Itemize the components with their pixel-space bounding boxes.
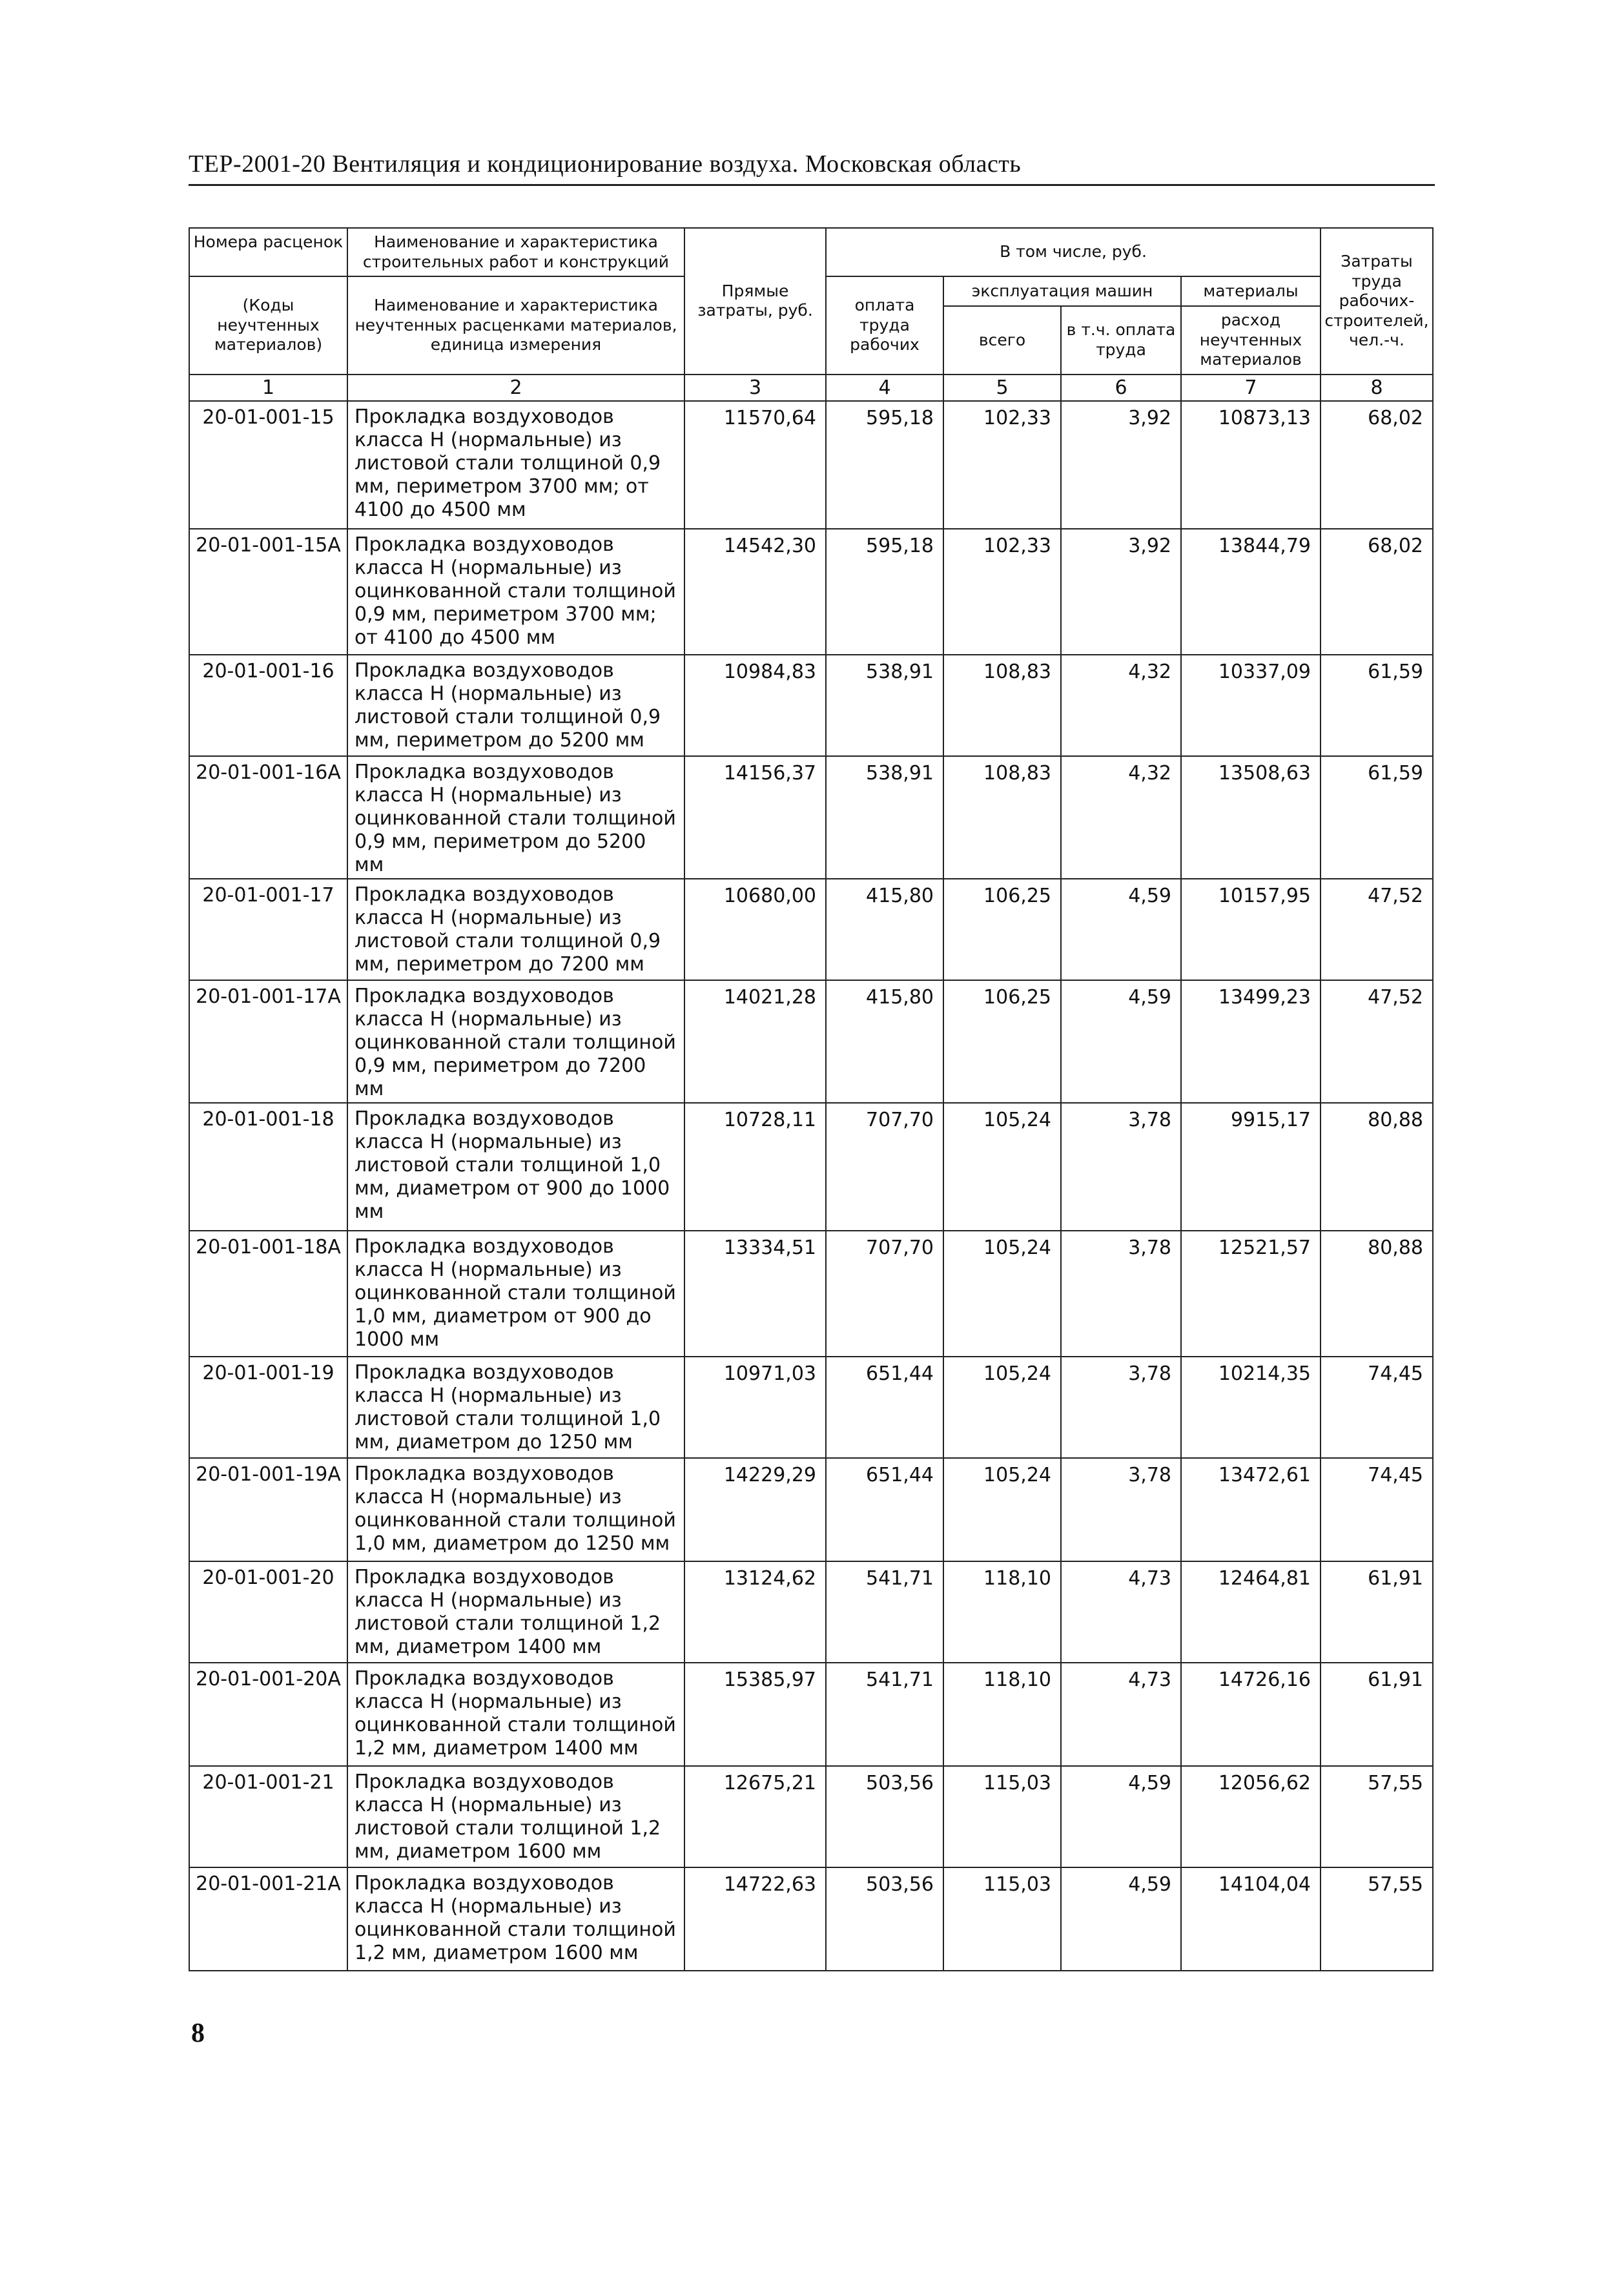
rate-code-cell: 20-01-001-16А	[189, 756, 347, 879]
machines-labor-cell: 3,78	[1061, 1458, 1181, 1561]
materials-cell: 10214,35	[1181, 1357, 1321, 1458]
labor-pay-cell: 538,91	[826, 655, 943, 756]
machines-total-cell: 102,33	[943, 529, 1061, 655]
rate-code-cell: 20-01-001-20А	[189, 1663, 347, 1766]
col-number: 2	[347, 375, 684, 401]
labor-pay-cell: 595,18	[826, 529, 943, 655]
rates-table	[189, 227, 1434, 1971]
col2-header-bottom: Наименование и характеристика неучтенных расценками материалов, единица измерения	[347, 276, 684, 375]
work-description-cell: Прокладка воздуховодов класса Н (нормальные) из листовой стали толщиной 1,0 мм, диаметром от 900 до 1000 мм	[347, 1103, 684, 1231]
work-description-cell: Прокладка воздуховодов класса Н (нормальные) из листовой стали толщиной 1,2 мм, диаметром 1400 мм	[347, 1561, 684, 1663]
rate-code-cell: 20-01-001-21А	[189, 1867, 347, 1971]
rate-code-cell: 20-01-001-15	[189, 401, 347, 529]
table-row	[189, 1663, 1433, 1766]
machines-labor-cell: 4,73	[1061, 1561, 1181, 1663]
labor-hours-cell: 61,91	[1321, 1663, 1433, 1766]
machines-labor-cell: 4,32	[1061, 655, 1181, 756]
direct-costs-cell: 12675,21	[684, 1766, 826, 1867]
table-row	[189, 1458, 1433, 1561]
direct-costs-cell: 10728,11	[684, 1103, 826, 1231]
direct-costs-cell: 10984,83	[684, 655, 826, 756]
materials-cell: 13472,61	[1181, 1458, 1321, 1561]
materials-cell: 10873,13	[1181, 401, 1321, 529]
rate-code-cell: 20-01-001-18А	[189, 1231, 347, 1357]
table-row	[189, 401, 1433, 529]
table-row	[189, 1357, 1433, 1458]
table-row	[189, 529, 1433, 655]
col3-header: Прямые затраты, руб.	[684, 228, 826, 375]
direct-costs-cell: 14156,37	[684, 756, 826, 879]
work-description-cell: Прокладка воздуховодов класса Н (нормальные) из оцинкованной стали толщиной 1,2 мм, диаметром 1400 мм	[347, 1663, 684, 1766]
labor-hours-cell: 61,59	[1321, 756, 1433, 879]
table-row	[189, 1561, 1433, 1663]
machines-total-cell: 105,24	[943, 1458, 1061, 1561]
direct-costs-cell: 13124,62	[684, 1561, 826, 1663]
materials-cell: 14726,16	[1181, 1663, 1321, 1766]
table-row	[189, 980, 1433, 1103]
rate-code-cell: 20-01-001-20	[189, 1561, 347, 1663]
work-description-cell: Прокладка воздуховодов класса Н (нормальные) из оцинкованной стали толщиной 0,9 мм, периметром 3700 мм; от 4100 до 4500 мм	[347, 529, 684, 655]
labor-pay-cell: 541,71	[826, 1663, 943, 1766]
materials-cell: 12521,57	[1181, 1231, 1321, 1357]
labor-pay-cell: 651,44	[826, 1458, 943, 1561]
labor-hours-cell: 61,91	[1321, 1561, 1433, 1663]
column-number-row	[189, 375, 1433, 401]
table-row	[189, 756, 1433, 879]
materials-header: материалы	[1181, 276, 1321, 306]
rate-code-cell: 20-01-001-16	[189, 655, 347, 756]
table-row	[189, 655, 1433, 756]
rate-code-cell: 20-01-001-21	[189, 1766, 347, 1867]
machines-total-cell: 115,03	[943, 1867, 1061, 1971]
work-description-cell: Прокладка воздуховодов класса Н (нормальные) из оцинкованной стали толщиной 0,9 мм, периметром до 5200 мм	[347, 756, 684, 879]
machines-labor-cell: 3,78	[1061, 1357, 1181, 1458]
labor-hours-cell: 68,02	[1321, 401, 1433, 529]
col8-header: Затраты труда рабочих-строителей, чел.-ч.	[1321, 228, 1433, 375]
col2-header-top: Наименование и характеристика строительных работ и конструкций	[347, 228, 684, 276]
page-number: 8	[191, 2018, 205, 2048]
labor-pay-cell: 595,18	[826, 401, 943, 529]
labor-hours-cell: 57,55	[1321, 1766, 1433, 1867]
machines-total-cell: 102,33	[943, 401, 1061, 529]
direct-costs-cell: 13334,51	[684, 1231, 826, 1357]
labor-hours-cell: 47,52	[1321, 879, 1433, 980]
labor-hours-cell: 57,55	[1321, 1867, 1433, 1971]
table-row	[189, 1867, 1433, 1971]
col4-header: оплата труда рабочих	[826, 276, 943, 375]
col-number: 3	[684, 375, 826, 401]
col-number: 6	[1061, 375, 1181, 401]
table-head	[189, 228, 1433, 401]
work-description-cell: Прокладка воздуховодов класса Н (нормальные) из листовой стали толщиной 1,0 мм, диаметром до 1250 мм	[347, 1357, 684, 1458]
col7-header: расход неучтенных материалов	[1181, 306, 1321, 375]
header-divider	[189, 184, 1435, 186]
col5-header: всего	[943, 306, 1061, 375]
labor-pay-cell: 415,80	[826, 980, 943, 1103]
machines-labor-cell: 4,59	[1061, 879, 1181, 980]
machines-total-cell: 105,24	[943, 1103, 1061, 1231]
direct-costs-cell: 10971,03	[684, 1357, 826, 1458]
labor-hours-cell: 61,59	[1321, 655, 1433, 756]
labor-pay-cell: 541,71	[826, 1561, 943, 1663]
col-number: 7	[1181, 375, 1321, 401]
machines-labor-cell: 3,78	[1061, 1231, 1181, 1357]
labor-pay-cell: 651,44	[826, 1357, 943, 1458]
materials-cell: 13499,23	[1181, 980, 1321, 1103]
machines-total-cell: 108,83	[943, 655, 1061, 756]
col-number: 1	[189, 375, 347, 401]
materials-cell: 13508,63	[1181, 756, 1321, 879]
work-description-cell: Прокладка воздуховодов класса Н (нормальные) из оцинкованной стали толщиной 1,2 мм, диаметром 1600 мм	[347, 1867, 684, 1971]
work-description-cell: Прокладка воздуховодов класса Н (нормальные) из оцинкованной стали толщиной 1,0 мм, диаметром до 1250 мм	[347, 1458, 684, 1561]
table-row	[189, 1231, 1433, 1357]
work-description-cell: Прокладка воздуховодов класса Н (нормальные) из листовой стали толщиной 0,9 мм, периметром 3700 мм; от 4100 до 4500 мм	[347, 401, 684, 529]
col1-header-top: Номера расценок	[189, 228, 347, 276]
table-body	[189, 401, 1433, 1971]
machines-total-cell: 105,24	[943, 1357, 1061, 1458]
machines-labor-cell: 4,32	[1061, 756, 1181, 879]
machines-labor-cell: 3,92	[1061, 401, 1181, 529]
direct-costs-cell: 14542,30	[684, 529, 826, 655]
labor-pay-cell: 503,56	[826, 1867, 943, 1971]
work-description-cell: Прокладка воздуховодов класса Н (нормальные) из оцинкованной стали толщиной 1,0 мм, диаметром от 900 до 1000 мм	[347, 1231, 684, 1357]
work-description-cell: Прокладка воздуховодов класса Н (нормальные) из листовой стали толщиной 1,2 мм, диаметром 1600 мм	[347, 1766, 684, 1867]
rate-code-cell: 20-01-001-19	[189, 1357, 347, 1458]
machines-header: эксплуатация машин	[943, 276, 1181, 306]
machines-total-cell: 115,03	[943, 1766, 1061, 1867]
col-number: 4	[826, 375, 943, 401]
labor-pay-cell: 707,70	[826, 1103, 943, 1231]
materials-cell: 9915,17	[1181, 1103, 1321, 1231]
direct-costs-cell: 11570,64	[684, 401, 826, 529]
machines-labor-cell: 4,59	[1061, 980, 1181, 1103]
materials-cell: 12464,81	[1181, 1561, 1321, 1663]
labor-hours-cell: 80,88	[1321, 1103, 1433, 1231]
rate-code-cell: 20-01-001-18	[189, 1103, 347, 1231]
labor-hours-cell: 68,02	[1321, 529, 1433, 655]
machines-total-cell: 108,83	[943, 756, 1061, 879]
page-header-title: ТЕР-2001-20 Вентиляция и кондиционирование воздуха. Московская область	[189, 150, 1022, 178]
materials-cell: 14104,04	[1181, 1867, 1321, 1971]
machines-labor-cell: 4,59	[1061, 1867, 1181, 1971]
work-description-cell: Прокладка воздуховодов класса Н (нормальные) из листовой стали толщиной 0,9 мм, периметром до 5200 мм	[347, 655, 684, 756]
machines-total-cell: 118,10	[943, 1561, 1061, 1663]
rate-code-cell: 20-01-001-17А	[189, 980, 347, 1103]
work-description-cell: Прокладка воздуховодов класса Н (нормальные) из листовой стали толщиной 0,9 мм, периметром до 7200 мм	[347, 879, 684, 980]
machines-labor-cell: 3,78	[1061, 1103, 1181, 1231]
table-row	[189, 1766, 1433, 1867]
col-number: 5	[943, 375, 1061, 401]
work-description-cell: Прокладка воздуховодов класса Н (нормальные) из оцинкованной стали толщиной 0,9 мм, периметром до 7200 мм	[347, 980, 684, 1103]
labor-hours-cell: 74,45	[1321, 1458, 1433, 1561]
direct-costs-cell: 10680,00	[684, 879, 826, 980]
machines-total-cell: 106,25	[943, 980, 1061, 1103]
labor-pay-cell: 538,91	[826, 756, 943, 879]
rate-code-cell: 20-01-001-19А	[189, 1458, 347, 1561]
materials-cell: 13844,79	[1181, 529, 1321, 655]
rate-code-cell: 20-01-001-15А	[189, 529, 347, 655]
table-row	[189, 1103, 1433, 1231]
col6-header: в т.ч. оплата труда	[1061, 306, 1181, 375]
materials-cell: 10337,09	[1181, 655, 1321, 756]
labor-hours-cell: 74,45	[1321, 1357, 1433, 1458]
machines-total-cell: 118,10	[943, 1663, 1061, 1766]
labor-pay-cell: 503,56	[826, 1766, 943, 1867]
materials-cell: 12056,62	[1181, 1766, 1321, 1867]
table-row	[189, 879, 1433, 980]
direct-costs-cell: 14722,63	[684, 1867, 826, 1971]
rate-code-cell: 20-01-001-17	[189, 879, 347, 980]
col-number: 8	[1321, 375, 1433, 401]
machines-total-cell: 106,25	[943, 879, 1061, 980]
machines-total-cell: 105,24	[943, 1231, 1061, 1357]
labor-pay-cell: 415,80	[826, 879, 943, 980]
direct-costs-cell: 14021,28	[684, 980, 826, 1103]
direct-costs-cell: 14229,29	[684, 1458, 826, 1561]
direct-costs-cell: 15385,97	[684, 1663, 826, 1766]
machines-labor-cell: 3,92	[1061, 529, 1181, 655]
labor-pay-cell: 707,70	[826, 1231, 943, 1357]
col1-header-bottom: (Коды неучтенных материалов)	[189, 276, 347, 375]
machines-labor-cell: 4,59	[1061, 1766, 1181, 1867]
labor-hours-cell: 47,52	[1321, 980, 1433, 1103]
materials-cell: 10157,95	[1181, 879, 1321, 980]
group-header: В том числе, руб.	[826, 228, 1321, 276]
machines-labor-cell: 4,73	[1061, 1663, 1181, 1766]
labor-hours-cell: 80,88	[1321, 1231, 1433, 1357]
